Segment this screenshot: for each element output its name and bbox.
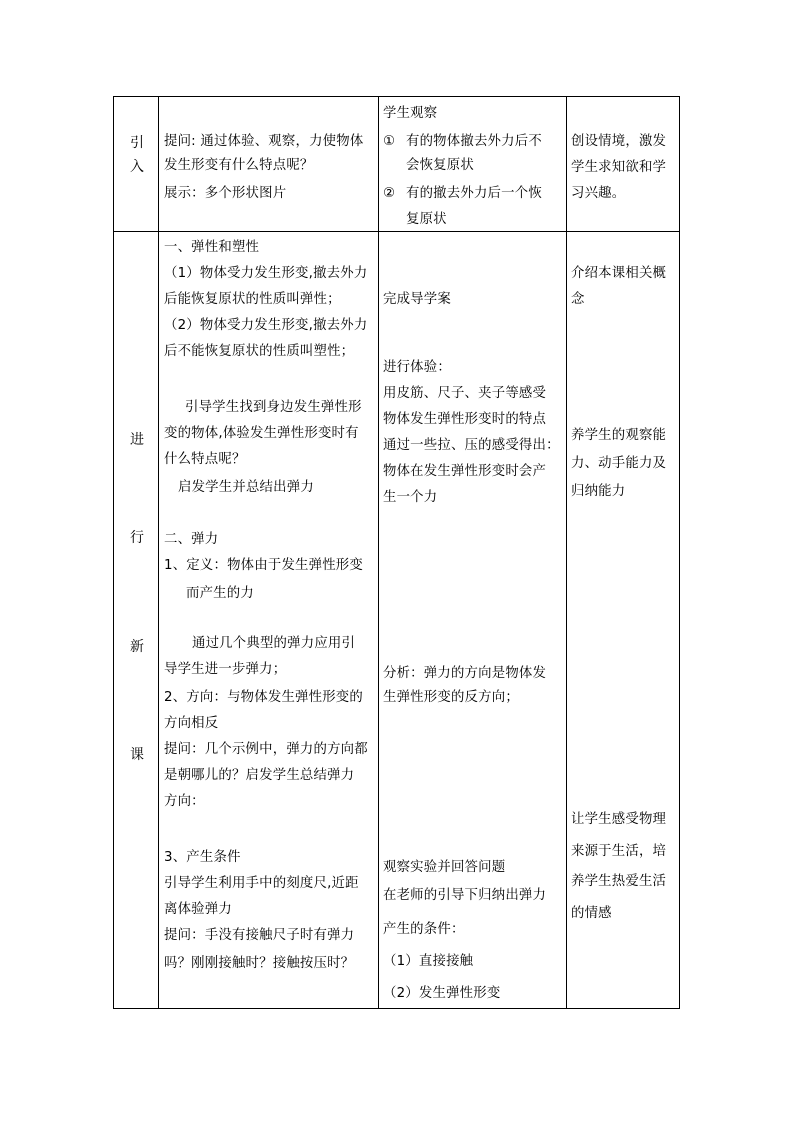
- conditions-title: 3、产生条件: [164, 850, 241, 865]
- observe-line: 观察实验并回答问题: [383, 860, 506, 875]
- student-observe-title: 学生观察: [383, 106, 438, 121]
- guide-line: 什么特点呢？: [164, 452, 246, 467]
- intro-purpose-line: 创设情境，激发: [571, 134, 667, 149]
- analysis-line: 生弹性形变的反方向；: [383, 690, 519, 705]
- main-heading-char: 课: [130, 747, 145, 763]
- experience-line: 生一个力: [383, 490, 438, 505]
- definition-line: 1、定义：物体由于发生弹性形变: [164, 558, 363, 573]
- ruler-line: 引导学生利用手中的刻度尺,近距: [164, 876, 359, 891]
- condition-item: （1）直接接触: [383, 954, 474, 969]
- guide-line: 变的物体,体验发生弹性形变时有: [164, 426, 359, 441]
- experience-line: 用皮筋、尺子、夹子等感受: [383, 386, 547, 401]
- observe-item-1-line: 有的物体撤去外力后不: [406, 134, 542, 149]
- column-divider: [158, 97, 159, 1008]
- direction-question-line: 方向：: [164, 794, 205, 809]
- column-divider: [378, 97, 379, 1008]
- intro-heading-char: 引: [130, 135, 145, 151]
- intro-display-line: 展示：多个形状图片: [164, 186, 287, 201]
- ruler-line: 离体验弹力: [164, 902, 232, 917]
- elastic-def-line: 后能恢复原状的性质叫弹性；: [164, 292, 341, 307]
- condition-item: （2）发生弹性形变: [383, 986, 501, 1001]
- purpose-concepts-line: 念: [571, 292, 585, 307]
- purpose-concepts-line: 介绍本课相关概: [571, 266, 667, 281]
- purpose-life-line: 养学生热爱生活: [571, 874, 667, 889]
- induce-line: 在老师的引导下归纳出弹力: [383, 888, 547, 903]
- touch-question-line: 吗？刚刚接触时？接触按压时？: [164, 956, 355, 971]
- section-elasticity-title: 一、弹性和塑性: [164, 240, 260, 255]
- inspire-line: 启发学生并总结出弹力: [178, 480, 314, 495]
- intro-heading-char: 入: [130, 159, 145, 175]
- intro-question-line: 发生形变有什么特点呢？: [164, 158, 314, 173]
- analysis-line: 分析：弹力的方向是物体发: [383, 666, 547, 681]
- row-divider: [114, 231, 679, 232]
- observe-item-1-line: 会恢复原状: [406, 158, 474, 173]
- purpose-abilities-line: 归纳能力: [571, 484, 626, 499]
- observe-item-2-marker: ②: [383, 186, 396, 201]
- experience-line: 通过一些拉、压的感受得出：: [383, 438, 560, 453]
- elastic-def-line: （1）物体受力发生形变,撤去外力: [164, 266, 368, 281]
- observe-item-2-line: 有的撤去外力后一个恢: [406, 186, 542, 201]
- intro-purpose-line: 学生求知欲和学: [571, 160, 667, 175]
- plastic-def-line: 后不能恢复原状的性质叫塑性；: [164, 344, 355, 359]
- applications-line: 通过几个典型的弹力应用引: [192, 636, 356, 651]
- experience-line: 物体在发生弹性形变时会产: [383, 464, 547, 479]
- section-elastic-force-title: 二、弹力: [164, 532, 219, 547]
- induce-line: 产生的条件：: [383, 922, 465, 937]
- experience-line: 物体发生弹性形变时的特点: [383, 412, 547, 427]
- direction-question-line: 是朝哪儿的？启发学生总结弹力: [164, 768, 355, 783]
- purpose-life-line: 的情感: [571, 906, 612, 921]
- purpose-life-line: 来源于生活，培: [571, 844, 667, 859]
- main-heading-char: 进: [130, 432, 145, 448]
- applications-line: 导学生进一步弹力；: [164, 662, 287, 677]
- touch-question-line: 提问：手没有接触尺子时有弹力: [164, 928, 355, 943]
- direction-line: 方向相反: [164, 716, 219, 731]
- intro-purpose-line: 习兴趣。: [571, 186, 626, 201]
- purpose-abilities-line: 养学生的观察能: [571, 428, 667, 443]
- direction-line: 2、方向：与物体发生弹性形变的: [164, 690, 363, 705]
- purpose-abilities-line: 力、动手能力及: [571, 456, 667, 471]
- observe-item-1-marker: ①: [383, 134, 396, 149]
- guide-line: 引导学生找到身边发生弹性形: [185, 400, 362, 415]
- column-divider: [566, 97, 567, 1008]
- purpose-life-line: 让学生感受物理: [571, 812, 667, 827]
- main-heading-char: 新: [130, 639, 145, 655]
- plastic-def-line: （2）物体受力发生形变,撤去外力: [164, 318, 368, 333]
- definition-line: 而产生的力: [186, 586, 254, 601]
- direction-question-line: 提问：几个示例中，弹力的方向都: [164, 742, 368, 757]
- main-heading-char: 行: [130, 530, 145, 546]
- experience-title: 进行体验：: [383, 360, 451, 375]
- worksheet-line: 完成导学案: [383, 292, 451, 307]
- observe-item-2-line: 复原状: [406, 212, 447, 227]
- intro-question-line: 提问: 通过体验、观察，力使物体: [164, 134, 364, 149]
